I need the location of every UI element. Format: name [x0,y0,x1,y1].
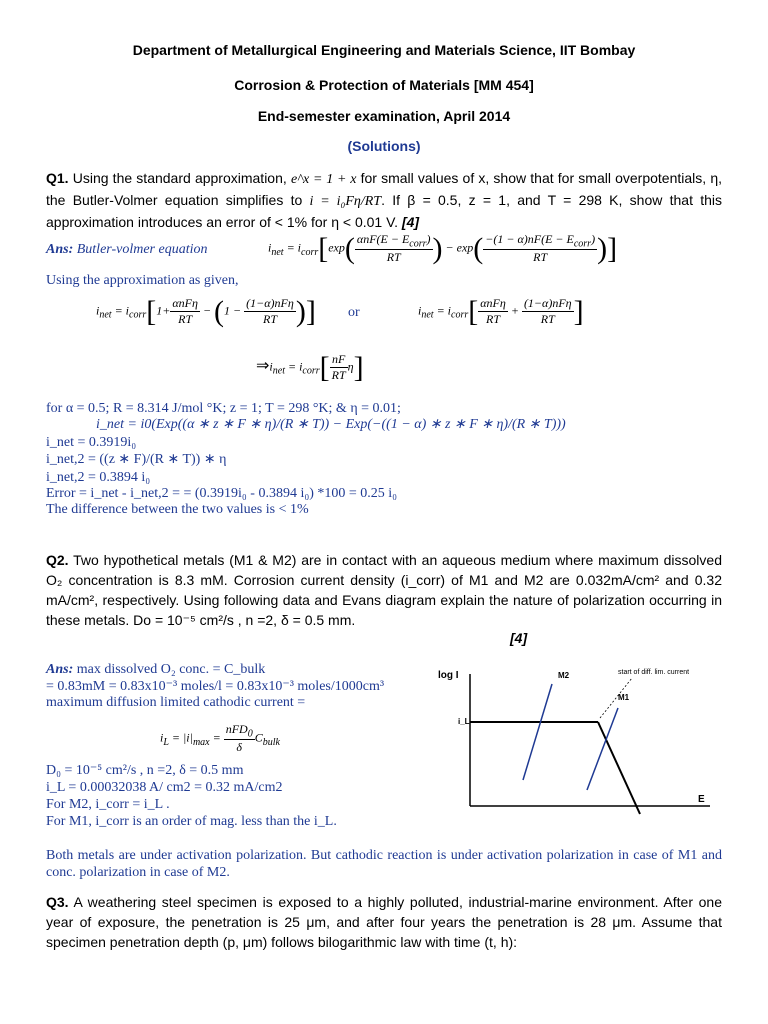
q1-answer-line-1: for α = 0.5; R = 8.314 J/mol °K; z = 1; T = 298 °K; & η = 0.01; [46,401,401,416]
q2-conclusion: Both metals are under activation polarization. But cathodic reaction is under activation polarization in case of M1 and conc. polarization in case of M2. [46,848,722,880]
or-text: or [348,305,360,320]
il-label: i_L [458,717,470,726]
q1-approx-formula: e^x = 1 + x [290,172,357,187]
evans-diagram [430,660,730,820]
q2-answer-line-7: For M1, i_corr is an order of mag. less than the i_L. [46,814,337,829]
q1-answer-line-7: The difference between the two values is < 1% [46,502,309,517]
exam-heading: End-semester examination, April 2014 [257,108,511,124]
q2-answer-line-2: = 0.83mM = 0.83x10⁻³ moles/l = 0.83x10⁻³ moles/1000cm³ [46,679,385,694]
q2-answer-line-1: Ans: max dissolved O₂ conc. = C_bulk [46,662,266,677]
course-heading: Corrosion & Protection of Materials [MM 454] [234,77,534,93]
q2-answer-line-5: i_L = 0.00032038 A/ cm2 = 0.32 mA/cm2 [46,780,283,795]
m1-anodic-line [587,708,618,790]
q2-answer-line-6: For M2, i_corr = i_L . [46,797,170,812]
q1-marks: [4] [398,214,420,230]
q1-question: Q1. Using the standard approximation, e^x = 1 + x for small values of x, show that for small overpotentials, η, the Butler-Volmer equation simplifies to i = i₀Fη/RT. If β = 0.5, z = 1, and T = 298 K, show that this approximation introduces an error of < 1% for η < 0.01 V. [4] [46,170,722,230]
q1-answer-heading: Ans: Butler-volmer equation [46,242,208,257]
q1-answer-line-2: i_net = i0(Exp((α ∗ z ∗ F ∗ η)/(R ∗ T)) − Exp(−((1 − α) ∗ z ∗ F ∗ η)/(R ∗ T))) [96,417,566,432]
q2-answer-line-4: D₀ = 10⁻⁵ cm²/s , n =2, δ = 0.5 mm [46,763,244,778]
approx-equation-1: $i_{net} = i_{corr}[1+$ $\frac{\text{αnFη}}{RT}$ − (1 − $\frac{\text{(1−α)nFη}}{RT}$ )] [96,294,316,328]
approx-equation-2: $i_{net} = i_{corr}$[ $\frac{\text{αnFη}}{RT}$ + $\frac{\text{(1−α)nFη}}{RT}$ ] [418,294,584,328]
solutions-heading: (Solutions) [347,138,421,154]
butler-volmer-equation: $i_{net} = i_{corr}[\exp$( $\frac{\alpha nF(E - E_{corr})}{RT}$ ) − exp( $\frac{-(1 - \alpha)nF(E - E_{corr})}{RT}$ )] [268,231,618,265]
x-axis-label: E [698,794,705,805]
annotation-label: start of diff. lim. current [618,669,690,676]
q1-using-approximation: Using the approximation as given, [46,273,239,288]
y-axis-label: log I [438,670,459,681]
department-heading: Department of Metallurgical Engineering and Materials Science, IIT Bombay [132,42,636,58]
q2-answer-line-3: maximum diffusion limited cathodic current = [46,695,306,710]
q1-answer-line-6: Error = i_net - i_net,2 = = (0.3919i₀ - 0.3894 i₀) *100 = 0.25 i₀ [46,486,398,501]
q1-answer-line-3: i_net = 0.3919i₀ [46,435,137,450]
diffusion-limit-equation: $i_L = |i|_{max}$ = $\frac{nFD_0}{\delta}$ $C_{bulk}$ [160,722,280,755]
q1-label: Q1. [46,170,69,186]
q3-label: Q3. [46,894,69,910]
q2-marks: [4] [510,630,528,646]
cathodic-drop-line [598,722,640,814]
linear-equation: $\Rightarrow i_{net} = i_{corr}$[ $\frac{nF}{RT}$ η] [256,350,364,384]
q1-answer-line-5: i_net,2 = 0.3894 i₀ [46,470,151,485]
q2-question: Q2. Two hypothetical metals (M1 & M2) are in contact with an aqueous medium where maximum dissolved O₂ concentration is 8.3 mM. Corrosion current density (i_corr) of M1 and M2 are 0.032mA/cm² and 0.32 mA/cm², respectively. Using following data and Evans diagram explain the nature of polarization occurring in these metals. Do = 10⁻⁵ cm²/s , n =2, δ = 0.5 mm. [46,552,722,628]
q2-label: Q2. [46,552,69,568]
m2-label: M2 [558,671,570,680]
q1-answer-line-4: i_net,2 = ((z ∗ F)/(R ∗ T)) ∗ η [46,452,227,467]
q3-question: Q3. A weathering steel specimen is exposed to a highly polluted, industrial-marine environment. After one year of exposure, the penetration is 25 μm, and after four years the penetration is 28 μm. Assume that specimen penetration depth (p, μm) follows bilogarithmic law with time (t, h): [46,894,722,950]
m1-label: M1 [618,693,630,702]
m2-anodic-line [523,684,552,780]
q1-simplified-formula: i = i₀Fη/RT [309,194,382,209]
